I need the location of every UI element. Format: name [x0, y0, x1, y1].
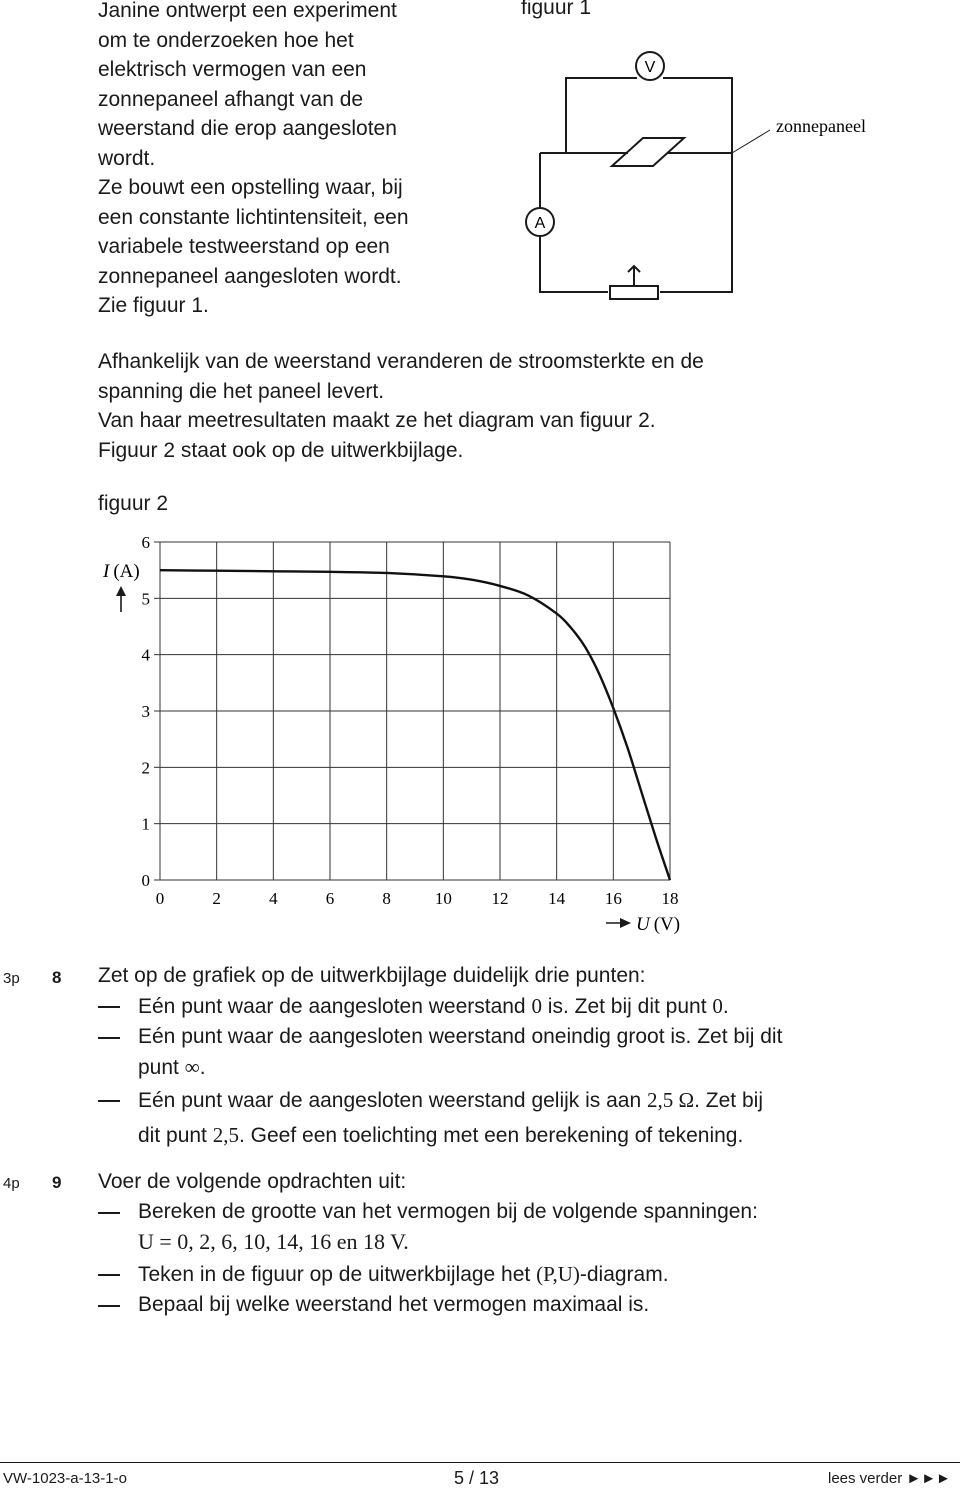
x-tick-label: 10 — [434, 889, 452, 908]
q9-number: 9 — [52, 1173, 62, 1192]
q9-item-3: Bepaal bij welke weerstand het vermogen maximaal is. — [98, 1290, 758, 1320]
page-number: 5 / 13 — [454, 1468, 500, 1488]
x-tick-label: 2 — [212, 889, 221, 908]
q8-points: 3p — [3, 970, 20, 987]
intro-line: weerstand die erop aangesloten — [98, 117, 397, 140]
intro-line: variabele testweerstand op een — [98, 235, 390, 258]
q8-item-1: Eén punt waar de aangesloten weerstand 0 is. Zet bij dit punt 0. — [98, 991, 782, 1022]
q8-item-2-cont: punt ∞. — [138, 1055, 206, 1079]
y-tick-label: 4 — [141, 645, 150, 665]
y-axis-arrowhead — [116, 586, 126, 596]
x-tick-label: 0 — [155, 889, 165, 908]
intro-line: Zie figuur 1. — [98, 294, 209, 317]
middle-paragraph — [98, 347, 704, 465]
middle-line: spanning die het paneel levert. — [98, 379, 385, 403]
circuit-diagram — [520, 30, 900, 320]
footer-code: VW-1023-a-13-1-o — [3, 1470, 127, 1487]
y-tick-label: 2 — [141, 758, 150, 778]
footer-divider — [0, 1462, 960, 1463]
intro-paragraph — [98, 0, 409, 321]
q8-item-2: Eén punt waar de aangesloten weerstand oneindig groot is. Zet bij dit — [98, 1022, 782, 1052]
figure1-title: figuur 1 — [521, 0, 592, 19]
intro-line: Ze bouwt een opstelling waar, bij — [98, 176, 403, 199]
q8-number: 8 — [52, 968, 62, 987]
q9-item-1: Bereken de grootte van het vermogen bij de volgende spanningen: — [98, 1197, 758, 1227]
y-tick-label: 3 — [141, 702, 150, 721]
intro-line: zonnepaneel afhangt van de — [98, 87, 364, 111]
next-page-indicator: lees verder ►►► — [828, 1470, 951, 1487]
intro-line: elektrisch vermogen van een — [98, 58, 367, 81]
y-tick-label: 6 — [141, 533, 150, 552]
q9-item-1-values: U = 0, 2, 6, 10, 14, 16 en 18 V. — [138, 1229, 409, 1254]
middle-line: Figuur 2 staat ook op de uitwerkbijlage. — [98, 438, 464, 462]
x-tick-label: 16 — [604, 889, 622, 908]
q8-intro: Zet op de grafiek op de uitwerkbijlage duidelijk drie punten: — [98, 964, 646, 987]
x-tick-label: 12 — [491, 889, 509, 908]
x-axis-arrowhead — [620, 918, 631, 928]
y-tick-label: 0 — [141, 871, 150, 890]
q8-item-3: Eén punt waar de aangesloten weerstand gelijk is aan 2,5 Ω. Zet bij — [98, 1085, 782, 1116]
q8-item-3-cont: dit punt 2,5. Geef een toelichting met een berekening of tekening. — [138, 1123, 744, 1147]
x-tick-label: 4 — [269, 889, 278, 908]
q9-body — [98, 1167, 758, 1320]
intro-line: een constante lichtintensiteit, een — [98, 205, 409, 229]
variable-resistor-icon — [610, 286, 658, 299]
y-tick-label: 1 — [141, 814, 150, 834]
intro-line: wordt. — [98, 146, 156, 170]
intro-line: Janine ontwerpt een experiment — [98, 0, 397, 22]
iu-curve — [160, 570, 670, 880]
panel-label: zonnepaneel — [776, 116, 866, 136]
intro-line: om te onderzoeken hoe het — [98, 28, 354, 52]
ammeter-label: A — [534, 215, 546, 232]
middle-line: Afhankelijk van de weerstand veranderen de stroomsterkte en de — [98, 350, 704, 373]
figure2-title: figuur 2 — [98, 492, 169, 515]
y-axis-label: I (A) — [103, 561, 140, 582]
middle-line: Van haar meetresultaten maakt ze het diagram van figuur 2. — [98, 409, 656, 432]
q8-body — [98, 961, 782, 1151]
x-axis-label: U (V) — [636, 914, 681, 935]
x-tick-label: 6 — [325, 889, 335, 908]
q9-points: 4p — [3, 1175, 20, 1192]
q9-item-2: Teken in de figuur op de uitwerkbijlage het (P,U)-diagram. — [98, 1259, 758, 1290]
q9-intro: Voer de volgende opdrachten uit: — [98, 1170, 407, 1193]
voltmeter-label: V — [644, 59, 656, 76]
x-tick-label: 8 — [382, 889, 391, 908]
intro-line: zonnepaneel aangesloten wordt. — [98, 264, 402, 288]
x-tick-label: 14 — [548, 889, 566, 908]
iu-chart — [0, 520, 760, 940]
x-tick-label: 18 — [661, 889, 679, 908]
y-tick-label: 5 — [141, 589, 150, 609]
